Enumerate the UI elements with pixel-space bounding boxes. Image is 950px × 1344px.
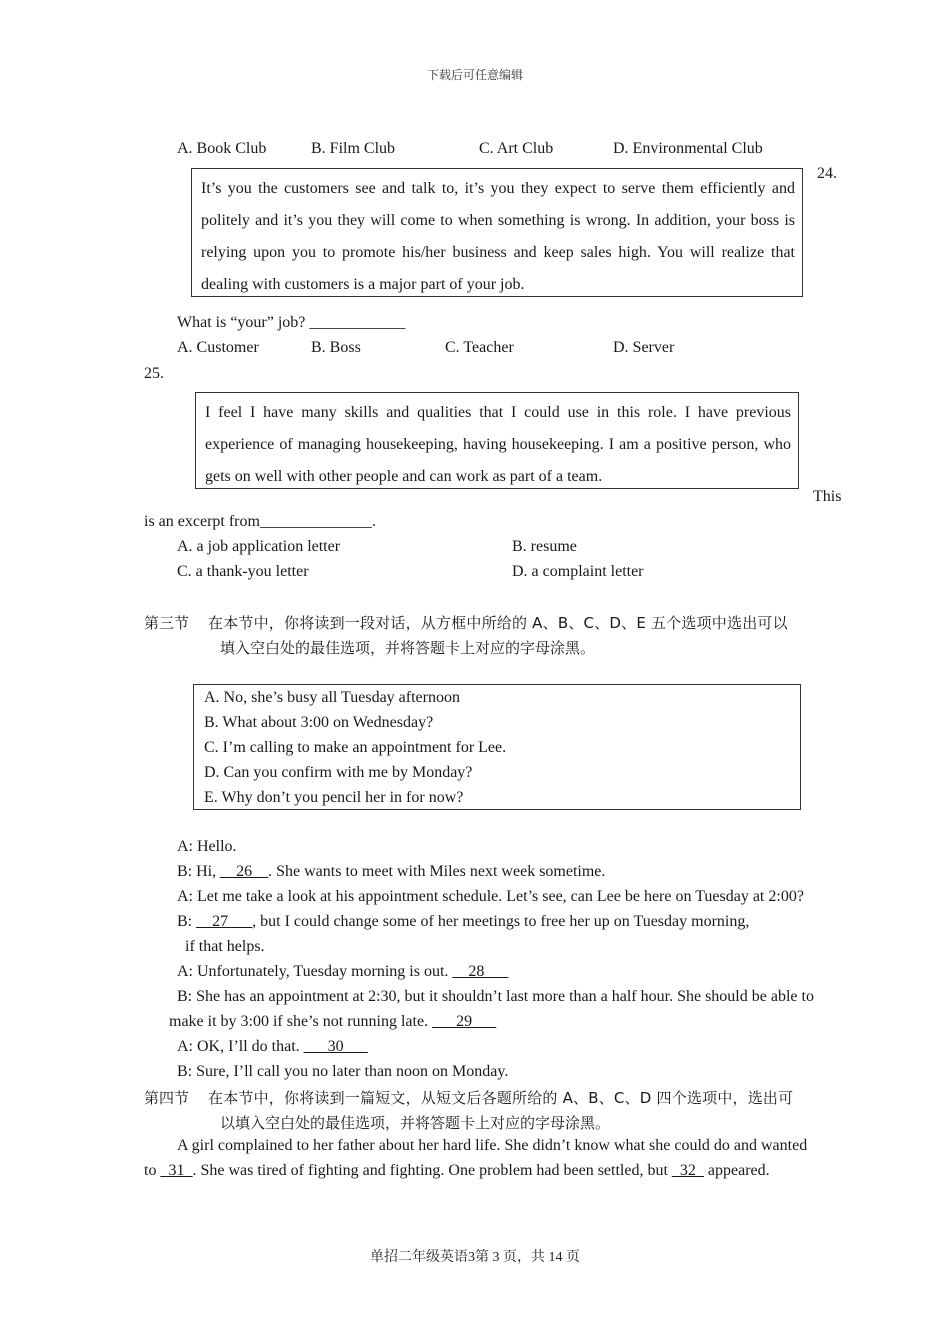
dialogue-line-4 — [177, 913, 749, 931]
section4-instruction-line2: 以填入空白处的最佳选项，并将答题卡上对应的字母涂黑。 — [220, 1114, 611, 1132]
section4-instruction-line1: 在本节中，你将读到一篇短文，从短文后各题所给的 A、B、C、D 四个选项中，选出可 — [208, 1089, 794, 1107]
dialogue-line-2 — [177, 863, 605, 881]
dialogue-line-1: A: Hello. — [177, 838, 237, 855]
q25-option-c[interactable]: C. a thank-you letter — [177, 563, 309, 580]
dialogue-line-9 — [177, 1038, 368, 1056]
section3-label: 第三节 — [144, 614, 190, 632]
dialogue-text: . She wants to meet with Miles next week sometime. — [268, 863, 606, 880]
dialogue-line-10: B: Sure, I’ll call you no later than noon on Monday. — [177, 1063, 509, 1080]
q24-option-a[interactable]: A. Customer — [177, 339, 259, 356]
paragraph-text: to — [144, 1162, 161, 1179]
box-option-d: D. Can you confirm with me by Monday? — [204, 764, 473, 781]
q24-passage-box — [191, 168, 803, 297]
q23-option-d[interactable]: D. Environmental Club — [613, 140, 763, 157]
dialogue-line-3: A: Let me take a look at his appointment schedule. Let’s see, can Lee be here on Tuesday at 2:00? — [177, 888, 804, 905]
q25-option-d[interactable]: D. a complaint letter — [512, 563, 644, 580]
q24-option-c[interactable]: C. Teacher — [445, 339, 514, 356]
dialogue-text: A: OK, I’ll do that. — [177, 1038, 304, 1055]
dialogue-line-8 — [169, 1013, 496, 1031]
page-footer: 单招二年级英语3第 3 页，共 14 页 — [370, 1250, 580, 1265]
dialogue-text: B: Hi, — [177, 863, 221, 880]
q23-option-a[interactable]: A. Book Club — [177, 140, 267, 157]
dialogue-text: B: — [177, 913, 197, 930]
paragraph-text: appeared. — [703, 1162, 770, 1179]
q23-option-c[interactable]: C. Art Club — [479, 140, 554, 157]
blank-32[interactable]: _32_ — [671, 1162, 704, 1179]
blank-27[interactable]: __27___ — [196, 913, 253, 930]
q24-passage: It’s you the customers see and talk to, it’s you they expect to serve them efficiently and politely and it’s you they will come to when something is wrong. In addition, your boss is relying upon you to promote his/her business and keep sales high. You will realize that dealing with customers is a major part of your job. — [201, 180, 795, 293]
blank-30[interactable]: ___30___ — [303, 1038, 368, 1055]
blank-29[interactable]: ___29___ — [432, 1013, 497, 1030]
box-option-e: E. Why don’t you pencil her in for now? — [204, 789, 464, 806]
page-header: 下载后可任意编辑 — [426, 68, 523, 82]
section3-options-box — [193, 684, 801, 810]
q25-passage: I feel I have many skills and qualities that I could use in this role. I have previous experience of managing housekeeping, having housekeeping. I am a positive person, who gets on well with other people and can work as part of a team. — [205, 404, 791, 485]
q25-question: is an excerpt from______________. — [144, 513, 376, 530]
box-option-b: B. What about 3:00 on Wednesday? — [204, 714, 434, 731]
blank-26[interactable]: __26__ — [220, 863, 269, 880]
dialogue-line-7: B: She has an appointment at 2:30, but it shouldn’t last more than a half hour. She should be able to — [177, 988, 814, 1005]
q24-question: What is “your” job? ____________ — [177, 314, 406, 331]
q25-question-lead: This — [813, 488, 842, 505]
dialogue-text: A: Unfortunately, Tuesday morning is out. — [177, 963, 453, 980]
section3-instruction-line1: 在本节中，你将读到一段对话，从方框中所给的 A、B、C、D、E 五个选项中选出可以 — [208, 614, 788, 632]
section4-paragraph-line2 — [144, 1162, 770, 1180]
q25-passage-box — [195, 392, 799, 489]
box-option-c: C. I’m calling to make an appointment for Lee. — [204, 739, 507, 756]
dialogue-text: , but I could change some of her meetings to free her up on Tuesday morning, — [252, 913, 750, 930]
q25-option-b[interactable]: B. resume — [512, 538, 577, 555]
blank-28[interactable]: __28___ — [452, 963, 509, 980]
dialogue-line-5: if that helps. — [185, 938, 265, 955]
q24-option-b[interactable]: B. Boss — [311, 339, 361, 356]
paragraph-text: . She was tired of fighting and fighting. One problem had been settled, but — [192, 1162, 672, 1179]
section4-label: 第四节 — [144, 1089, 190, 1107]
q23-option-b[interactable]: B. Film Club — [311, 140, 396, 157]
q24-option-d[interactable]: D. Server — [613, 339, 675, 356]
q24-number: 24. — [817, 165, 837, 182]
q25-option-a[interactable]: A. a job application letter — [177, 538, 341, 555]
q25-number: 25. — [144, 365, 164, 382]
blank-31[interactable]: _31_ — [160, 1162, 193, 1179]
dialogue-text: make it by 3:00 if she’s not running late. — [169, 1013, 433, 1030]
section4-paragraph-line1: A girl complained to her father about her hard life. She didn’t know what she could do and wanted — [177, 1137, 808, 1154]
section3-instruction-line2: 填入空白处的最佳选项，并将答题卡上对应的字母涂黑。 — [220, 639, 596, 657]
dialogue-line-6 — [177, 963, 508, 981]
box-option-a: A. No, she’s busy all Tuesday afternoon — [204, 689, 460, 706]
